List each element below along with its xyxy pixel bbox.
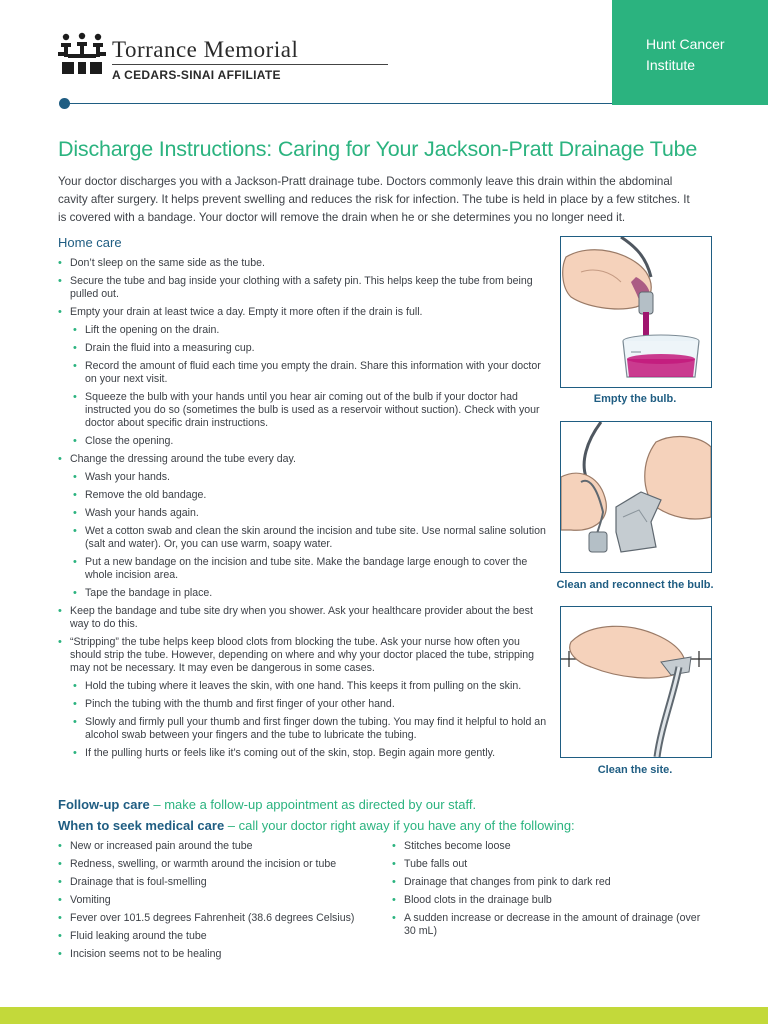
header-rule	[64, 103, 612, 104]
list-item: • Empty your drain at least twice a day. Empty it more often if the drain is full.	[58, 306, 548, 319]
organization-tagline: A CEDARS-SINAI AFFILIATE	[112, 68, 281, 82]
home-care-heading: Home care	[58, 235, 122, 250]
intro-paragraph: Your doctor discharges you with a Jackson-Pratt drainage tube. Doctors commonly leave this drain within the abdominal cavity after surgery. It helps prevent swelling and reduces the risk for infection. The tube is held in place by a few stitches. It is covered with a bandage. Your doctor will remove the drain when he or she determines you no longer need it.	[58, 175, 690, 224]
list-item: • Wash your hands.	[58, 471, 548, 484]
list-item: • Secure the tube and bag inside your clothing with a safety pin. This helps keep the tube from being pulled out.	[58, 275, 548, 301]
list-item: • Lift the opening on the drain.	[58, 324, 548, 337]
seek-care-line	[58, 818, 575, 833]
list-item: • A sudden increase or decrease in the amount of drainage (over 30 mL)	[392, 912, 712, 938]
list-item: • Record the amount of fluid each time you empty the drain. Share this information with your doctor on your next visit.	[58, 360, 548, 386]
empty-bulb-illustration	[561, 237, 711, 387]
figure-caption-clean-site: Clean the site.	[597, 764, 673, 776]
list-item: • Tape the bandage in place.	[58, 587, 548, 600]
list-item: • Don’t sleep on the same side as the tube.	[58, 257, 548, 270]
figure-reconnect-bulb	[560, 421, 712, 573]
list-item: • Hold the tubing where it leaves the skin, with one hand. This keeps it from pulling on the skin.	[58, 680, 548, 693]
list-item: • Incision seems not to be healing	[58, 948, 378, 961]
home-care-list	[58, 257, 548, 765]
list-item: • Pinch the tubing with the thumb and first finger of your other hand.	[58, 698, 548, 711]
page-title: Discharge Instructions: Caring for Your Jackson-Pratt Drainage Tube	[58, 137, 698, 161]
symptoms-list-right	[392, 840, 712, 943]
symptoms-list-left	[58, 840, 378, 966]
list-item: • Drain the fluid into a measuring cup.	[58, 342, 548, 355]
list-item: • Remove the old bandage.	[58, 489, 548, 502]
follow-up-text: – make a follow-up appointment as directed by our staff.	[149, 797, 477, 812]
list-item: • Keep the bandage and tube site dry when you shower. Ask your healthcare provider about the best way to do this.	[58, 605, 548, 631]
list-item: • Drainage that is foul-smelling	[58, 876, 378, 889]
list-item: • Wet a cotton swab and clean the skin around the incision and tube site. Use normal saline solution (salt and water). Or, you can use warm, soapy water.	[58, 525, 548, 551]
list-item: • Slowly and firmly pull your thumb and first finger down the tubing. You may find it helpful to hold an alcohol swab between your fingers and the tube to lubricate the tubing.	[58, 716, 548, 742]
institute-badge	[612, 0, 768, 105]
list-item: • Change the dressing around the tube every day.	[58, 453, 548, 466]
list-item: • Squeeze the bulb with your hands until you hear air coming out of the bulb if your doctor had instructed you do so (sometimes the bulb is used as a reservoir without suction). Check with your doctor about specific drain instructions.	[58, 391, 548, 430]
organization-name: Torrance Memorial	[112, 37, 299, 62]
list-item: • Tube falls out	[392, 858, 712, 871]
logo-divider	[112, 64, 388, 65]
list-item: • If the pulling hurts or feels like it’s coming out of the skin, stop. Begin again more gently.	[58, 747, 548, 760]
list-item: • Fever over 101.5 degrees Fahrenheit (38.6 degrees Celsius)	[58, 912, 378, 925]
figure-caption-reconnect-bulb: Clean and reconnect the bulb.	[556, 579, 714, 591]
reconnect-bulb-illustration	[561, 422, 711, 572]
organization-logo	[58, 32, 338, 84]
follow-up-label: Follow-up care	[58, 797, 150, 812]
list-item: • Fluid leaking around the tube	[58, 930, 378, 943]
list-item: • Stitches become loose	[392, 840, 712, 853]
list-item: • Redness, swelling, or warmth around the incision or tube	[58, 858, 378, 871]
list-item: • Wash your hands again.	[58, 507, 548, 520]
list-item: • Vomiting	[58, 894, 378, 907]
list-item: • Blood clots in the drainage bulb	[392, 894, 712, 907]
figure-caption-empty-bulb: Empty the bulb.	[593, 393, 677, 405]
seek-care-label: When to seek medical care	[58, 818, 225, 833]
institute-name: Hunt Cancer Institute	[646, 36, 725, 73]
figure-clean-site	[560, 606, 712, 758]
list-item: • New or increased pain around the tube	[58, 840, 378, 853]
torrance-memorial-logo-icon	[58, 32, 106, 80]
footer-bar	[0, 1007, 768, 1024]
list-item: • “Stripping” the tube helps keep blood clots from blocking the tube. Ask your nurse how often you should strip the tube. However, depending on where and why your doctor placed the tube, stripping may not be necessary. It may even be dangerous in some cases.	[58, 636, 548, 675]
clean-site-illustration	[561, 607, 711, 757]
follow-up-line	[58, 797, 476, 812]
list-item: • Close the opening.	[58, 435, 548, 448]
figure-empty-bulb	[560, 236, 712, 388]
list-item: • Put a new bandage on the incision and tube site. Make the bandage large enough to cover the whole incision area.	[58, 556, 548, 582]
list-item: • Drainage that changes from pink to dark red	[392, 876, 712, 889]
seek-care-text: – call your doctor right away if you have any of the following:	[224, 818, 575, 833]
